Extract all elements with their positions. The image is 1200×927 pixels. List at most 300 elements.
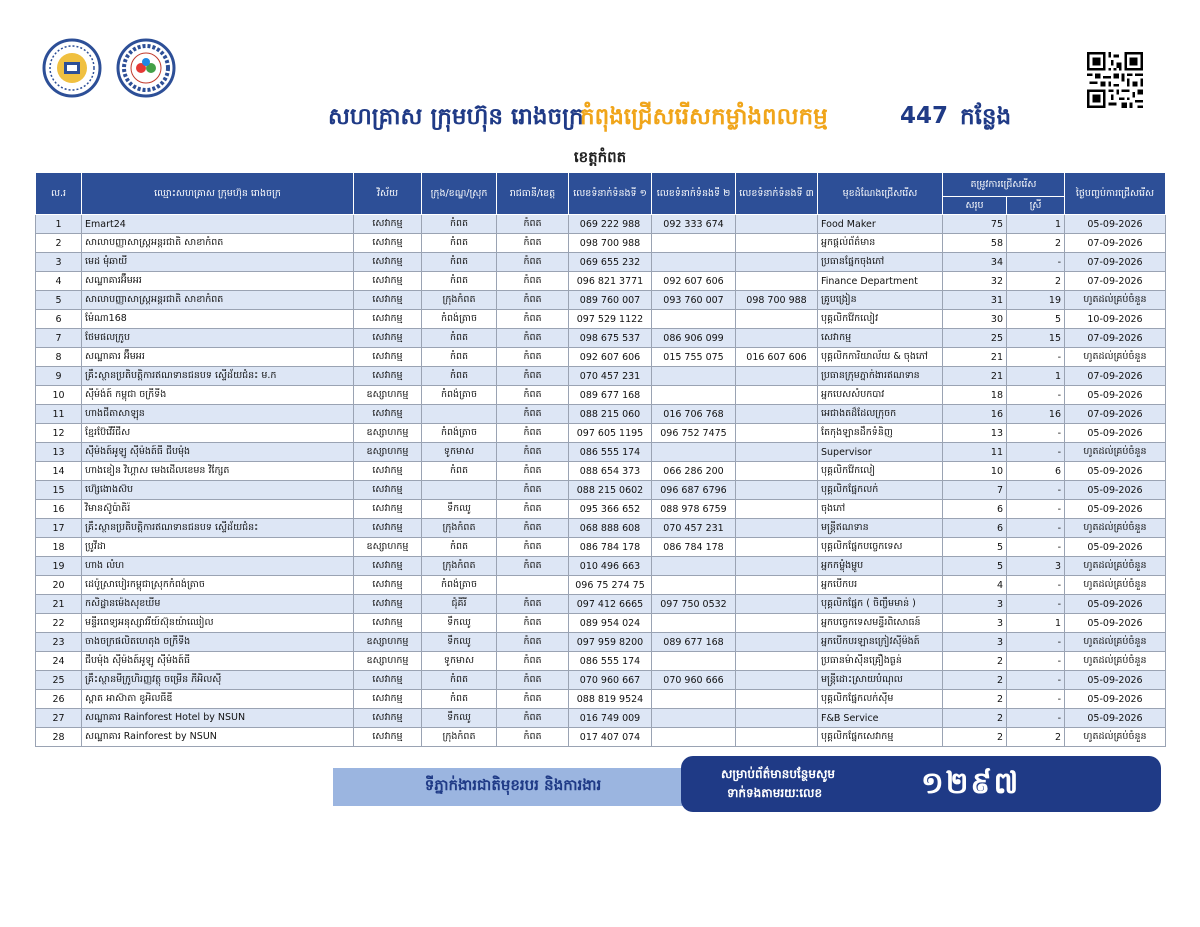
cell-province: កំពត <box>497 215 569 234</box>
cell-sector: សេវាកម្ម <box>354 272 422 291</box>
table-row <box>36 291 1166 310</box>
cell-phone-2: 093 760 007 <box>652 291 736 310</box>
table-row <box>36 310 1166 329</box>
cell-position: អេជាងតដ៏ដែលក្រុចក <box>818 405 943 424</box>
cell-phone-3 <box>736 215 818 234</box>
cell-company-name: ស៊ីម៉ងត៍អូឡូ ស៊ីម៉ងត៍ធី ជីបម៉ុង <box>82 443 354 462</box>
cell-sector: សេវាកម្ម <box>354 728 422 747</box>
cell-position: Food Maker <box>818 215 943 234</box>
cell-position: សេវាកម្ម <box>818 329 943 348</box>
cell-position: បុគ្គលិកផ្នែកលក់ <box>818 481 943 500</box>
cell-phone-2: 086 784 178 <box>652 538 736 557</box>
cell-female-needed: 1 <box>1007 614 1065 633</box>
cell-female-needed: - <box>1007 253 1065 272</box>
cell-district <box>422 481 497 500</box>
cell-phone-3 <box>736 443 818 462</box>
cell-total-needed: 2 <box>943 709 1007 728</box>
cell-deadline: ហូតដល់គ្រប់ចំនួន <box>1065 633 1166 652</box>
job-table <box>35 172 1166 747</box>
cell-district: ទឹកឈូ <box>422 633 497 652</box>
cell-district: កំពត <box>422 215 497 234</box>
cell-phone-2 <box>652 386 736 405</box>
cell-deadline: 05-09-2026 <box>1065 538 1166 557</box>
cell-sector: សេវាកម្ម <box>354 367 422 386</box>
cell-row-number: 22 <box>36 614 82 633</box>
cell-sector: សេវាកម្ម <box>354 709 422 728</box>
cell-phone-1: 069 222 988 <box>569 215 652 234</box>
cell-province: កំពត <box>497 709 569 728</box>
cell-deadline: 07-09-2026 <box>1065 253 1166 272</box>
cell-phone-2 <box>652 576 736 595</box>
cell-phone-3 <box>736 671 818 690</box>
cell-company-name: គ្រឹះស្ថានប្រតិបត្តិការឥណទានជនបទ ស្ទើដ័យជំនះ ម.ក <box>82 367 354 386</box>
cell-row-number: 18 <box>36 538 82 557</box>
cell-province: កំពត <box>497 329 569 348</box>
cell-deadline: 05-09-2026 <box>1065 595 1166 614</box>
cell-row-number: 10 <box>36 386 82 405</box>
cell-province <box>497 576 569 595</box>
cell-row-number: 5 <box>36 291 82 310</box>
cell-district: កំពត <box>422 671 497 690</box>
cell-female-needed: - <box>1007 386 1065 405</box>
cell-company-name: ម៉ែណា168 <box>82 310 354 329</box>
cell-female-needed: 1 <box>1007 215 1065 234</box>
cell-deadline: ហូតដល់គ្រប់ចំនួន <box>1065 291 1166 310</box>
cell-phone-1: 068 888 608 <box>569 519 652 538</box>
cell-province: កំពត <box>497 234 569 253</box>
cell-position: បុគ្គលិកវ៉ែកលៀវ <box>818 310 943 329</box>
cell-phone-1: 086 784 178 <box>569 538 652 557</box>
cell-position: បុគ្គលិកផ្នែកសេវាកម្ម <box>818 728 943 747</box>
cell-sector: ឧស្សាហកម្ម <box>354 538 422 557</box>
cell-company-name: ខ្មែរប៊ែវើរីជីស <box>82 424 354 443</box>
cell-position: បុគ្គលិកផ្នែក ( ចិញ្ចឹមមាន់ ) <box>818 595 943 614</box>
cell-phone-1: 010 496 663 <box>569 557 652 576</box>
cell-total-needed: 2 <box>943 728 1007 747</box>
table-row <box>36 348 1166 367</box>
cell-total-needed: 2 <box>943 671 1007 690</box>
cell-district: កំពត <box>422 253 497 272</box>
cell-sector: សេវាកម្ម <box>354 671 422 690</box>
title-main: សហគ្រាស ក្រុមហ៊ុន រោងចក្រ <box>328 104 584 130</box>
cell-position: មន្ត្រីដោះស្រាយបំណុល <box>818 671 943 690</box>
cell-deadline: 05-09-2026 <box>1065 386 1166 405</box>
cell-phone-1: 096 75 274 75 <box>569 576 652 595</box>
cell-phone-2: 096 752 7475 <box>652 424 736 443</box>
table-row <box>36 728 1166 747</box>
cell-sector: សេវាកម្ម <box>354 595 422 614</box>
cell-deadline: ហូតដល់គ្រប់ចំនួន <box>1065 519 1166 538</box>
cell-phone-1: 086 555 174 <box>569 652 652 671</box>
hotline-banner <box>681 756 1161 812</box>
cell-province: កំពត <box>497 614 569 633</box>
cell-row-number: 13 <box>36 443 82 462</box>
cell-province: កំពត <box>497 253 569 272</box>
cell-position: អ្នកបើកបរឡានក្រៀវសុីម៉ងត៍ <box>818 633 943 652</box>
cell-deadline: ហូតដល់គ្រប់ចំនួន <box>1065 652 1166 671</box>
cell-company-name: ចាងចក្រផលិតហេតុង ចក្រីទីង <box>82 633 354 652</box>
table-row <box>36 481 1166 500</box>
cell-total-needed: 25 <box>943 329 1007 348</box>
partner-logo-icon <box>116 38 176 98</box>
cell-phone-1: 088 819 9524 <box>569 690 652 709</box>
cell-phone-2: 066 286 200 <box>652 462 736 481</box>
cell-company-name: កសិដ្ឋានម៉េងសុខឃីម <box>82 595 354 614</box>
cell-female-needed: 16 <box>1007 405 1065 424</box>
cell-company-name: សណ្ឋាគារ Rainforest by NSUN <box>82 728 354 747</box>
cell-province: កំពត <box>497 728 569 747</box>
total-unit: កន្លែង <box>960 104 1012 130</box>
table-row <box>36 557 1166 576</box>
cell-sector: សេវាកម្ម <box>354 234 422 253</box>
cell-row-number: 9 <box>36 367 82 386</box>
cell-deadline: ហូតដល់គ្រប់ចំនួន <box>1065 348 1166 367</box>
cell-row-number: 27 <box>36 709 82 728</box>
cell-phone-3 <box>736 614 818 633</box>
cell-district: កំពត <box>422 538 497 557</box>
cell-sector: សេវាកម្ម <box>354 690 422 709</box>
agency-banner: ទីភ្នាក់ងារជាតិមុខរបរ និងការងារ <box>333 768 693 806</box>
cell-total-needed: 32 <box>943 272 1007 291</box>
cell-deadline: 05-09-2026 <box>1065 215 1166 234</box>
cell-row-number: 25 <box>36 671 82 690</box>
cell-position: ប្រធានម៉ាស៊ីនគ្រឿងធ្ងន់ <box>818 652 943 671</box>
cell-total-needed: 21 <box>943 367 1007 386</box>
header-sector: វិស័យ <box>354 173 422 215</box>
cell-phone-1: 070 457 231 <box>569 367 652 386</box>
header-district: ក្រុង/ខណ្ឌ/ស្រុក <box>422 173 497 215</box>
cell-female-needed: - <box>1007 633 1065 652</box>
cell-company-name: គ្រឹះស្ថានប្រតិបត្តិការឥណទានជនបទ ស្ទើដ័យជំនះ <box>82 519 354 538</box>
cell-total-needed: 31 <box>943 291 1007 310</box>
cell-total-needed: 6 <box>943 519 1007 538</box>
cell-deadline: 05-09-2026 <box>1065 671 1166 690</box>
cell-position: គ្រូបង្រៀន <box>818 291 943 310</box>
cell-phone-1: 096 821 3771 <box>569 272 652 291</box>
cell-phone-1: 097 959 8200 <box>569 633 652 652</box>
header-total: សរុប <box>943 197 1007 215</box>
cell-row-number: 17 <box>36 519 82 538</box>
cell-sector: សេវាកម្ម <box>354 500 422 519</box>
total-positions: 447 <box>900 103 949 129</box>
cell-phone-2: 070 960 666 <box>652 671 736 690</box>
cell-phone-3 <box>736 652 818 671</box>
cell-province: កំពត <box>497 538 569 557</box>
cell-phone-3 <box>736 557 818 576</box>
cell-row-number: 19 <box>36 557 82 576</box>
cell-row-number: 12 <box>36 424 82 443</box>
table-row <box>36 405 1166 424</box>
cell-phone-3 <box>736 538 818 557</box>
table-row <box>36 462 1166 481</box>
cell-position: មន្ត្រីឥណទាន <box>818 519 943 538</box>
cell-province: កំពត <box>497 690 569 709</box>
cell-position: ប្រធានផ្នែកចុងភៅ <box>818 253 943 272</box>
cell-female-needed: - <box>1007 709 1065 728</box>
cell-phone-2 <box>652 443 736 462</box>
cell-province: កំពត <box>497 348 569 367</box>
cell-district: ទឹកឈូ <box>422 709 497 728</box>
cell-phone-2 <box>652 367 736 386</box>
header-deadline: ថ្ងៃបញ្ចប់ការជ្រើសរើស <box>1065 173 1166 215</box>
cell-company-name: ជីបម៉ុង ស៊ីម៉ងត៍អូឡូ ស៊ីម៉ងត៍ធី <box>82 652 354 671</box>
cell-phone-2 <box>652 652 736 671</box>
cell-district: ទូកមាស <box>422 443 497 462</box>
cell-district: កំពង់ត្រាច <box>422 424 497 443</box>
cell-district: ក្រុងកំពត <box>422 291 497 310</box>
cell-phone-1: 089 677 168 <box>569 386 652 405</box>
cell-phone-1: 095 366 652 <box>569 500 652 519</box>
cell-phone-2: 086 906 099 <box>652 329 736 348</box>
cell-province: កំពត <box>497 367 569 386</box>
cell-company-name: វិមានស៊ូប៉ាតិរ៉ <box>82 500 354 519</box>
cell-sector: ឧស្សាហកម្ម <box>354 386 422 405</box>
cell-female-needed: 15 <box>1007 329 1065 348</box>
cell-deadline: ហូតដល់គ្រប់ចំនួន <box>1065 728 1166 747</box>
cell-phone-3 <box>736 595 818 614</box>
cell-phone-2 <box>652 310 736 329</box>
cell-company-name: មេដ មុំឆាយី <box>82 253 354 272</box>
cell-phone-2 <box>652 728 736 747</box>
cell-company-name: ស្ពាត អាស៊ាតា ខូអិលធីឌី <box>82 690 354 709</box>
cell-district: កំពត <box>422 234 497 253</box>
cell-sector: សេវាកម្ម <box>354 291 422 310</box>
cell-company-name: Emart24 <box>82 215 354 234</box>
cell-row-number: 6 <box>36 310 82 329</box>
cell-phone-1: 088 215 060 <box>569 405 652 424</box>
cell-deadline: 05-09-2026 <box>1065 424 1166 443</box>
cell-total-needed: 6 <box>943 500 1007 519</box>
cell-phone-2 <box>652 709 736 728</box>
cell-province: កំពត <box>497 386 569 405</box>
cell-phone-3 <box>736 367 818 386</box>
table-row <box>36 272 1166 291</box>
page-title <box>300 103 1020 137</box>
cell-district: ក្រុងកំពត <box>422 519 497 538</box>
cell-row-number: 21 <box>36 595 82 614</box>
cell-total-needed: 4 <box>943 576 1007 595</box>
cell-phone-1: 088 654 373 <box>569 462 652 481</box>
cell-province: កំពត <box>497 557 569 576</box>
cell-sector: សេវាកម្ម <box>354 557 422 576</box>
header-no: ល.រ <box>36 173 82 215</box>
cell-phone-3 <box>736 728 818 747</box>
cell-total-needed: 3 <box>943 595 1007 614</box>
cell-phone-1: 069 655 232 <box>569 253 652 272</box>
cell-row-number: 8 <box>36 348 82 367</box>
cell-district: កំពត <box>422 690 497 709</box>
cell-female-needed: - <box>1007 481 1065 500</box>
cell-total-needed: 10 <box>943 462 1007 481</box>
title-recruiting: កំពុងជ្រើសរើសកម្លាំងពលកម្ម <box>580 104 828 130</box>
cell-position: អ្នកកម្លុំងម្ហូប <box>818 557 943 576</box>
cell-female-needed: 6 <box>1007 462 1065 481</box>
cell-province: កំពត <box>497 481 569 500</box>
cell-province: កំពត <box>497 291 569 310</box>
cell-total-needed: 5 <box>943 538 1007 557</box>
cell-female-needed: 1 <box>1007 367 1065 386</box>
cell-position: បុគ្គលិកវ៉ែកលៀ <box>818 462 943 481</box>
cell-phone-1: 097 412 6665 <box>569 595 652 614</box>
cell-province: កំពត <box>497 424 569 443</box>
cell-district <box>422 405 497 424</box>
cell-province: កំពត <box>497 652 569 671</box>
cell-female-needed: 19 <box>1007 291 1065 310</box>
cell-female-needed: - <box>1007 595 1065 614</box>
cell-company-name: សណ្ឋាគារ Rainforest Hotel by NSUN <box>82 709 354 728</box>
cell-phone-1: 086 555 174 <box>569 443 652 462</box>
cell-phone-3 <box>736 500 818 519</box>
cell-phone-1: 070 960 667 <box>569 671 652 690</box>
cell-deadline: 05-09-2026 <box>1065 500 1166 519</box>
cell-district: កំពង់ត្រាច <box>422 310 497 329</box>
cell-phone-2 <box>652 557 736 576</box>
cell-total-needed: 3 <box>943 633 1007 652</box>
cell-phone-2: 097 750 0532 <box>652 595 736 614</box>
cell-female-needed: - <box>1007 443 1065 462</box>
cell-sector: សេវាកម្ម <box>354 253 422 272</box>
cell-phone-2: 089 677 168 <box>652 633 736 652</box>
cell-phone-1: 089 760 007 <box>569 291 652 310</box>
header-phone3: លេខទំនាក់ទំនងទី ៣ <box>736 173 818 215</box>
cell-district: កំពត <box>422 348 497 367</box>
cell-sector: សេវាកម្ម <box>354 614 422 633</box>
cell-deadline: 05-09-2026 <box>1065 709 1166 728</box>
cell-total-needed: 2 <box>943 690 1007 709</box>
cell-district: ទឹកឈូ <box>422 614 497 633</box>
cell-phone-3 <box>736 310 818 329</box>
cell-female-needed: - <box>1007 576 1065 595</box>
cell-phone-3 <box>736 424 818 443</box>
cell-district: កំពង់ត្រាច <box>422 576 497 595</box>
cell-phone-2: 096 687 6796 <box>652 481 736 500</box>
cell-province: កំពត <box>497 462 569 481</box>
cell-phone-3 <box>736 633 818 652</box>
cell-company-name: ហ៊្សេងោងស៊ប <box>82 481 354 500</box>
cell-deadline: 07-09-2026 <box>1065 272 1166 291</box>
province-subtitle: ខេត្តកំពត <box>573 148 627 166</box>
table-row <box>36 576 1166 595</box>
table-row <box>36 329 1166 348</box>
cell-district: កំពត <box>422 462 497 481</box>
cell-deadline: 07-09-2026 <box>1065 367 1166 386</box>
table-row <box>36 443 1166 462</box>
cell-phone-2 <box>652 253 736 272</box>
cell-female-needed: 2 <box>1007 234 1065 253</box>
cell-female-needed: - <box>1007 671 1065 690</box>
cell-position: Finance Department <box>818 272 943 291</box>
cell-position: បុគ្គលិកផ្នែកលក់ស៊ីម <box>818 690 943 709</box>
table-row <box>36 595 1166 614</box>
cell-deadline: ហូតដល់គ្រប់ចំនួន <box>1065 443 1166 462</box>
header-company: ឈ្មោះសហគ្រាស ក្រុមហ៊ុន រោងចក្រ <box>82 173 354 215</box>
contact-line-1: សម្រាប់ព័ត៌មានបន្ថែមសូម <box>721 767 836 781</box>
cell-company-name: សណ្ឋាគារ អ៊ឹមអរ <box>82 348 354 367</box>
cell-company-name: សណ្ឋាគារអ៊ឹមអរ <box>82 272 354 291</box>
cell-position: អ្នកបេសសំបកបាវ <box>818 386 943 405</box>
cell-total-needed: 18 <box>943 386 1007 405</box>
cell-phone-2: 092 333 674 <box>652 215 736 234</box>
cell-total-needed: 7 <box>943 481 1007 500</box>
table-row <box>36 424 1166 443</box>
cell-phone-1: 089 954 024 <box>569 614 652 633</box>
cell-deadline: 07-09-2026 <box>1065 329 1166 348</box>
cell-district: ក្រុងកំពត <box>422 557 497 576</box>
cell-total-needed: 58 <box>943 234 1007 253</box>
qr-code-icon[interactable] <box>1087 52 1143 108</box>
agency-logo-icon <box>42 38 102 98</box>
header-phone2: លេខទំនាក់ទំនងទី ២ <box>652 173 736 215</box>
cell-female-needed: - <box>1007 348 1065 367</box>
cell-sector: សេវាកម្ម <box>354 348 422 367</box>
cell-row-number: 28 <box>36 728 82 747</box>
cell-deadline: 07-09-2026 <box>1065 405 1166 424</box>
table-row <box>36 500 1166 519</box>
cell-province: កំពត <box>497 500 569 519</box>
cell-company-name: ហាង លំហ <box>82 557 354 576</box>
table-row <box>36 519 1166 538</box>
cell-row-number: 3 <box>36 253 82 272</box>
cell-row-number: 7 <box>36 329 82 348</box>
cell-total-needed: 21 <box>943 348 1007 367</box>
cell-phone-2 <box>652 234 736 253</box>
cell-female-needed: - <box>1007 652 1065 671</box>
table-row <box>36 386 1166 405</box>
cell-phone-2 <box>652 614 736 633</box>
cell-company-name: ស៊ីម៉ង់ត៍ កម្ពុជា ចក្រីទីង <box>82 386 354 405</box>
cell-company-name: សាលាបញ្ញាសាស្ត្រអន្តរជាតិ សាខាកំពត <box>82 234 354 253</box>
header-phone1: លេខទំនាក់ទំនងទី ១ <box>569 173 652 215</box>
cell-phone-3 <box>736 709 818 728</box>
cell-district: កំពត <box>422 272 497 291</box>
cell-sector: ឧស្សាហកម្ម <box>354 633 422 652</box>
cell-phone-1: 097 529 1122 <box>569 310 652 329</box>
cell-total-needed: 3 <box>943 614 1007 633</box>
cell-phone-3 <box>736 234 818 253</box>
cell-position: Supervisor <box>818 443 943 462</box>
cell-position: អ្នកបច្ចេកទេសមន្ទីរពិសោធន៍ <box>818 614 943 633</box>
cell-total-needed: 30 <box>943 310 1007 329</box>
header-need: តម្រូវការជ្រើសរើស <box>943 173 1065 197</box>
cell-total-needed: 16 <box>943 405 1007 424</box>
cell-company-name: សាលាបញ្ញាសាស្ត្រអន្តរជាតិ សាខាកំពត <box>82 291 354 310</box>
cell-company-name: ហាងខៀន វិហ្គាស មេងដើលខេមន វិក្សែត <box>82 462 354 481</box>
cell-female-needed: - <box>1007 519 1065 538</box>
cell-female-needed: 5 <box>1007 310 1065 329</box>
table-row <box>36 614 1166 633</box>
cell-row-number: 23 <box>36 633 82 652</box>
cell-district: កំពង់ត្រាច <box>422 386 497 405</box>
cell-female-needed: - <box>1007 500 1065 519</box>
cell-position: អ្នកផ្តល់ព័ត៌មាន <box>818 234 943 253</box>
cell-province: កំពត <box>497 595 569 614</box>
cell-position: តែកុងឡានដឹកទំនិញ <box>818 424 943 443</box>
hotline-number: ១២៩៧ <box>921 766 1021 801</box>
cell-phone-3 <box>736 481 818 500</box>
cell-sector: ឧស្សាហកម្ម <box>354 652 422 671</box>
cell-sector: ឧស្សាហកម្ម <box>354 424 422 443</box>
cell-position: បុគ្គលិកការិយាល័យ & ចុងភៅ <box>818 348 943 367</box>
cell-phone-3: 098 700 988 <box>736 291 818 310</box>
cell-row-number: 24 <box>36 652 82 671</box>
cell-sector: សេវាកម្ម <box>354 215 422 234</box>
cell-deadline: 10-09-2026 <box>1065 310 1166 329</box>
cell-female-needed: - <box>1007 538 1065 557</box>
cell-position: បុគ្គលិកផ្នែកបច្ចេកទេស <box>818 538 943 557</box>
cell-total-needed: 2 <box>943 652 1007 671</box>
cell-phone-3 <box>736 386 818 405</box>
cell-row-number: 16 <box>36 500 82 519</box>
